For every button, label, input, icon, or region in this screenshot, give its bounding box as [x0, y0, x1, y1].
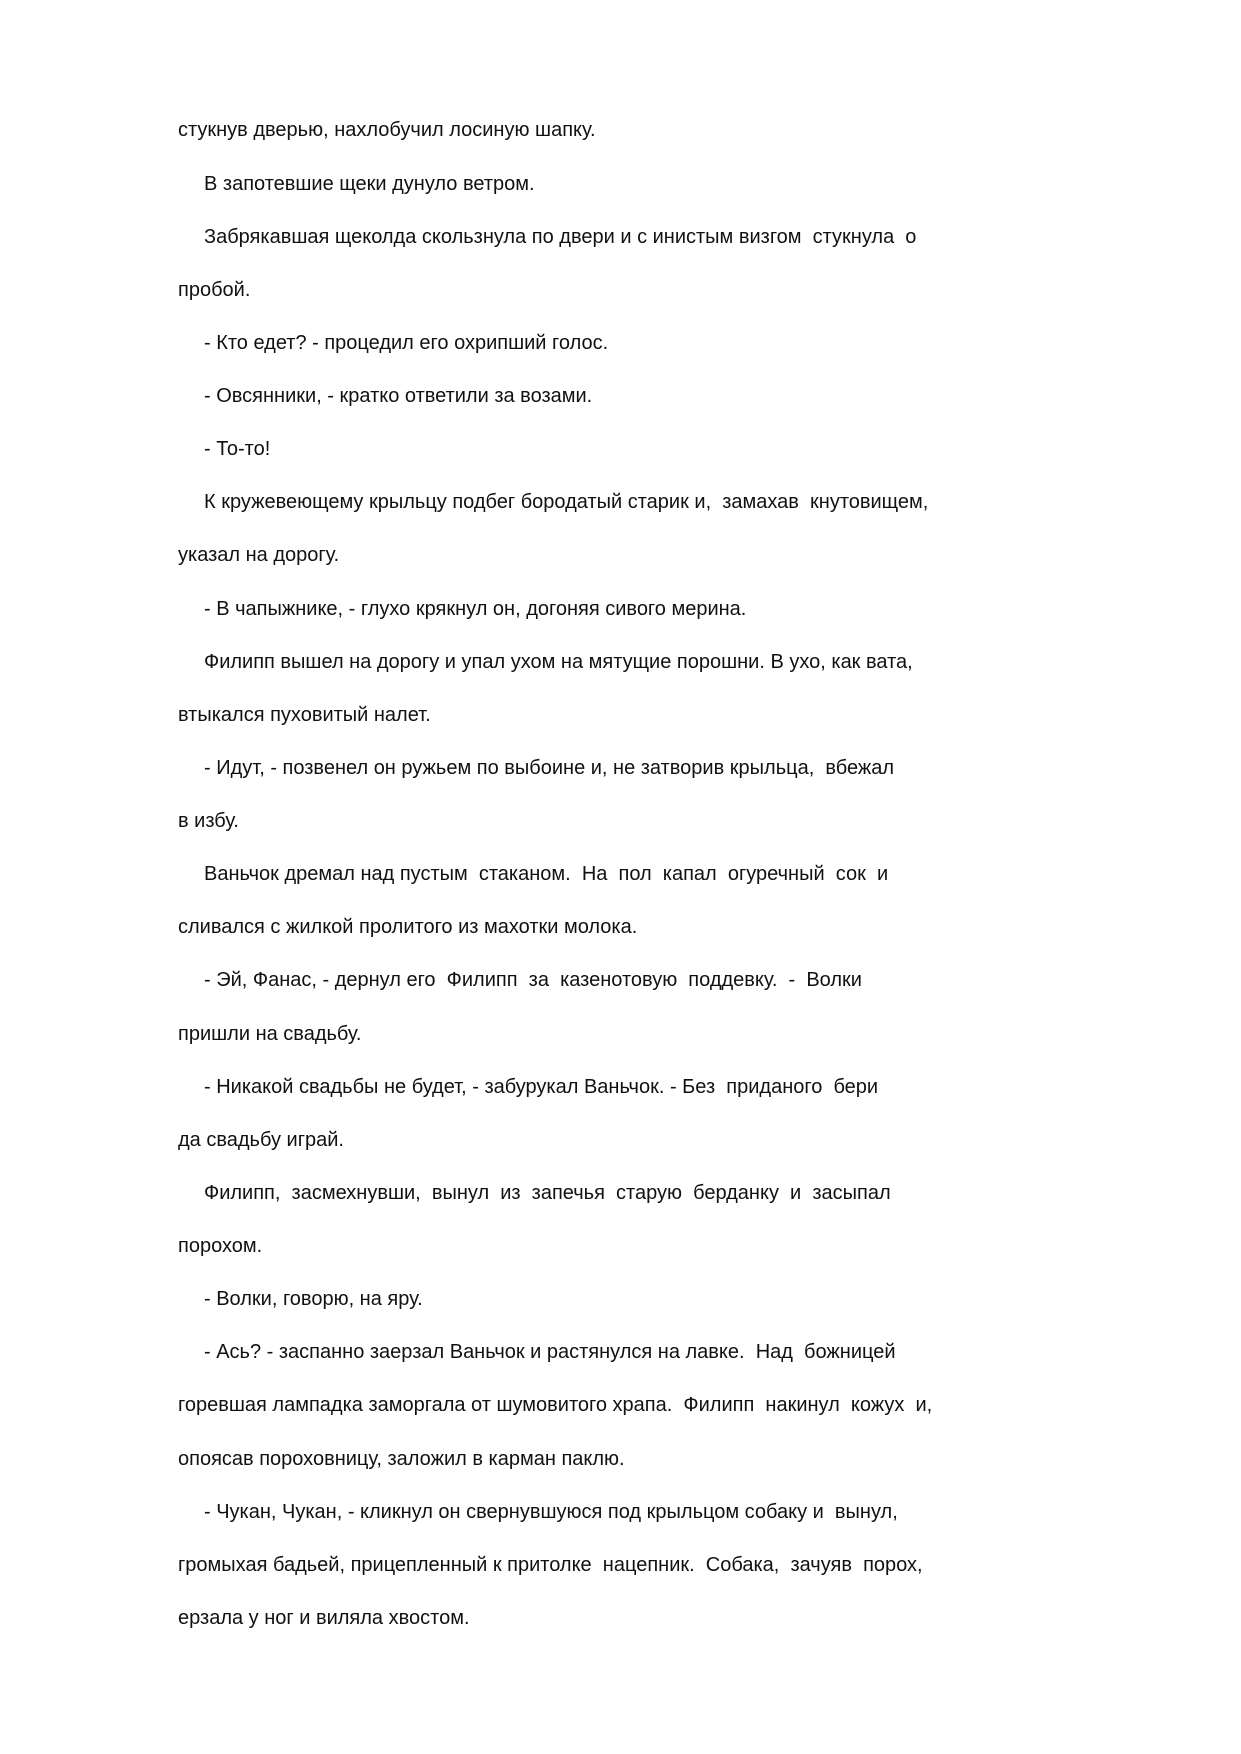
text-line: Забрякавшая щеколда скользнула по двери и с инистым визгом стукнула о [204, 226, 917, 248]
text-line: да свадьбу играй. [178, 1129, 344, 1151]
text-line: в избу. [178, 810, 239, 832]
text-line: порохом. [178, 1235, 263, 1257]
text-line: указал на дорогу. [178, 544, 340, 566]
text-line: Ваньчок дремал над пустым стаканом. На пол капал огуречный сок и [204, 863, 889, 885]
text-line: ерзала у ног и виляла хвостом. [178, 1607, 470, 1629]
text-line: втыкался пуховитый налет. [178, 704, 431, 726]
text-line: - То-то! [204, 438, 271, 460]
text-line: Филипп вышел на дорогу и упал ухом на мятущие порошни. В ухо, как вата, [204, 651, 913, 673]
text-line: - Чукан, Чукан, - кликнул он свернувшуюся под крыльцом собаку и вынул, [204, 1501, 898, 1523]
text-line: сливался с жилкой пролитого из махотки молока. [178, 916, 638, 938]
text-line: Филипп, засмехнувши, вынул из запечья старую берданку и засыпал [204, 1182, 891, 1204]
text-line: - Никакой свадьбы не будет, - забурукал Ваньчок. - Без приданого бери [204, 1076, 879, 1098]
text-line: - Волки, говорю, на яру. [204, 1288, 423, 1310]
text-line: - Ась? - заспанно заерзал Ваньчок и растянулся на лавке. Над божницей [204, 1341, 896, 1363]
text-line: - Овсянники, - кратко ответили за возами. [204, 385, 593, 407]
text-line: - Эй, Фанас, - дернул его Филипп за казенотовую поддевку. - Волки [204, 969, 862, 991]
text-line: В запотевшие щеки дунуло ветром. [204, 173, 535, 195]
text-line: стукнув дверью, нахлобучил лосиную шапку. [178, 119, 596, 141]
text-line: - В чапыжнике, - глухо крякнул он, догоняя сивого мерина. [204, 598, 747, 620]
text-line: - Идут, - позвенел он ружьем по выбоине и, не затворив крыльца, вбежал [204, 757, 895, 779]
text-line: опоясав пороховницу, заложил в карман паклю. [178, 1448, 625, 1470]
text-line: - Кто едет? - процедил его охрипший голос. [204, 332, 609, 354]
text-line: горевшая лампадка заморгала от шумовитого храпа. Филипп накинул кожух и, [178, 1394, 933, 1416]
text-line: пробой. [178, 279, 251, 301]
text-line: громыхая бадьей, прицепленный к притолке нацепник. Собака, зачуяв порох, [178, 1554, 923, 1576]
text-line: пришли на свадьбу. [178, 1023, 362, 1045]
text-line: К кружевеющему крыльцу подбег бородатый старик и, замахав кнутовищем, [204, 491, 929, 513]
